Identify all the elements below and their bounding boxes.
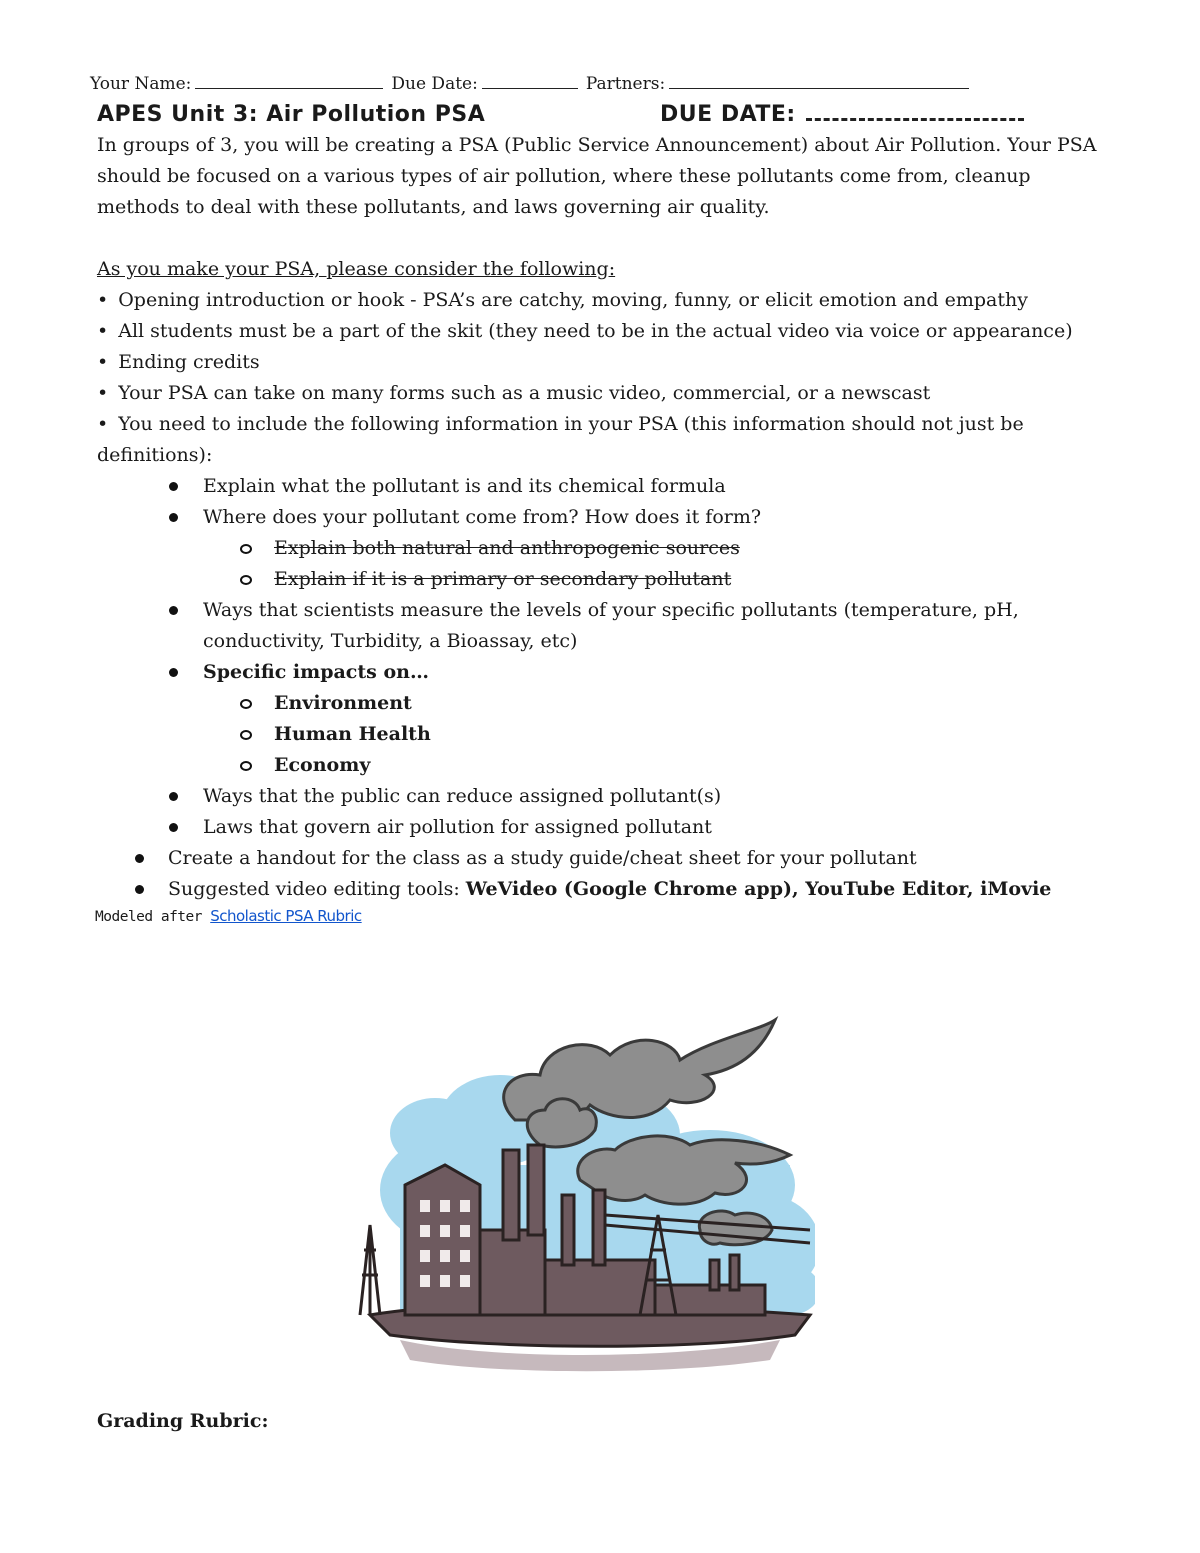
list-item: Economy <box>97 750 1107 781</box>
bullet-disc-icon <box>169 482 178 491</box>
bullet-disc-icon <box>169 513 178 522</box>
bullet-circle-icon <box>240 575 252 585</box>
bullet-circle-icon <box>240 730 252 740</box>
bullet-disc-icon <box>169 668 178 677</box>
list-item: Environment <box>97 688 1107 719</box>
bullet-circle-icon <box>240 699 252 709</box>
list-item: Ways that the public can reduce assigned pollutant(s) <box>97 781 1107 812</box>
due-blank[interactable] <box>482 74 578 89</box>
list-item: Create a handout for the class as a study guide/cheat sheet for your pollutant <box>97 843 1107 874</box>
bullet-circle-icon <box>240 761 252 771</box>
bullet-dot-icon: • <box>97 351 109 373</box>
list-item: Explain both natural and anthropogenic sources <box>97 533 1107 564</box>
rubric-heading: Grading Rubric: <box>97 1410 269 1432</box>
document-page <box>90 72 1107 928</box>
name-blank[interactable] <box>195 74 383 89</box>
header-fields <box>90 72 1107 96</box>
list-item: Specific impacts on… <box>97 657 1107 688</box>
list-item: Where does your pollutant come from? How does it form? <box>97 502 1107 533</box>
intro-paragraph: In groups of 3, you will be creating a PSA (Public Service Announcement) about Air Pollution. Your PSA should be focused on a various types of air pollution, where these pollutants come from, cleanup methods to deal with these pollutants, and laws governing air quality. <box>97 134 1097 218</box>
list-item: Ways that scientists measure the levels of your specific pollutants (temperature, pH, conductivity, Turbidity, a Bioassay, etc) <box>97 595 1107 657</box>
bullet-circle-icon <box>240 544 252 554</box>
title-due-blank[interactable] <box>806 100 1024 121</box>
bullet-dot-icon: • <box>97 320 109 342</box>
list-item: Explain what the pollutant is and its chemical formula <box>97 471 1107 502</box>
due-label: Due Date: <box>391 74 478 94</box>
bullet-dot-icon: • <box>97 413 109 435</box>
title-due: DUE DATE: <box>660 102 796 127</box>
credit-line: Modeled after Scholastic PSA Rubric <box>95 907 362 925</box>
list-item: Human Health <box>97 719 1107 750</box>
title-main: APES Unit 3: Air Pollution PSA <box>97 102 486 127</box>
list-item: • You need to include the following information in your PSA (this information should not just be definitions): <box>97 413 1024 466</box>
bullet-dot-icon: • <box>97 289 109 311</box>
bullet-disc-icon <box>169 606 178 615</box>
list-item: • All students must be a part of the skit (they need to be in the actual video via voice or appearance) <box>97 320 1073 342</box>
bullet-disc-icon <box>169 792 178 801</box>
factory-pollution-illustration <box>340 1015 815 1385</box>
list-item: Laws that govern air pollution for assigned pollutant <box>97 812 1107 843</box>
bullet-disc-icon <box>135 885 144 894</box>
list-item: • Ending credits <box>97 351 260 373</box>
list-item: Explain if it is a primary or secondary pollutant <box>97 564 1107 595</box>
list-item: • Your PSA can take on many forms such as a music video, commercial, or a newscast <box>97 382 931 404</box>
partners-label: Partners: <box>585 74 666 94</box>
bullet-disc-icon <box>135 854 144 863</box>
list-item: Suggested video editing tools: WeVideo (Google Chrome app), YouTube Editor, iMovie <box>97 874 1107 905</box>
list-item: • Opening introduction or hook - PSA’s are catchy, moving, funny, or elicit emotion and empathy <box>97 289 1028 311</box>
consider-heading: As you make your PSA, please consider the following: <box>97 258 616 280</box>
partners-blank[interactable] <box>669 74 969 89</box>
page-title <box>97 100 1107 130</box>
bullet-dot-icon: • <box>97 382 109 404</box>
name-label: Your Name: <box>90 74 192 94</box>
scholastic-rubric-link[interactable]: Scholastic PSA Rubric <box>210 907 362 925</box>
bullet-disc-icon <box>169 823 178 832</box>
